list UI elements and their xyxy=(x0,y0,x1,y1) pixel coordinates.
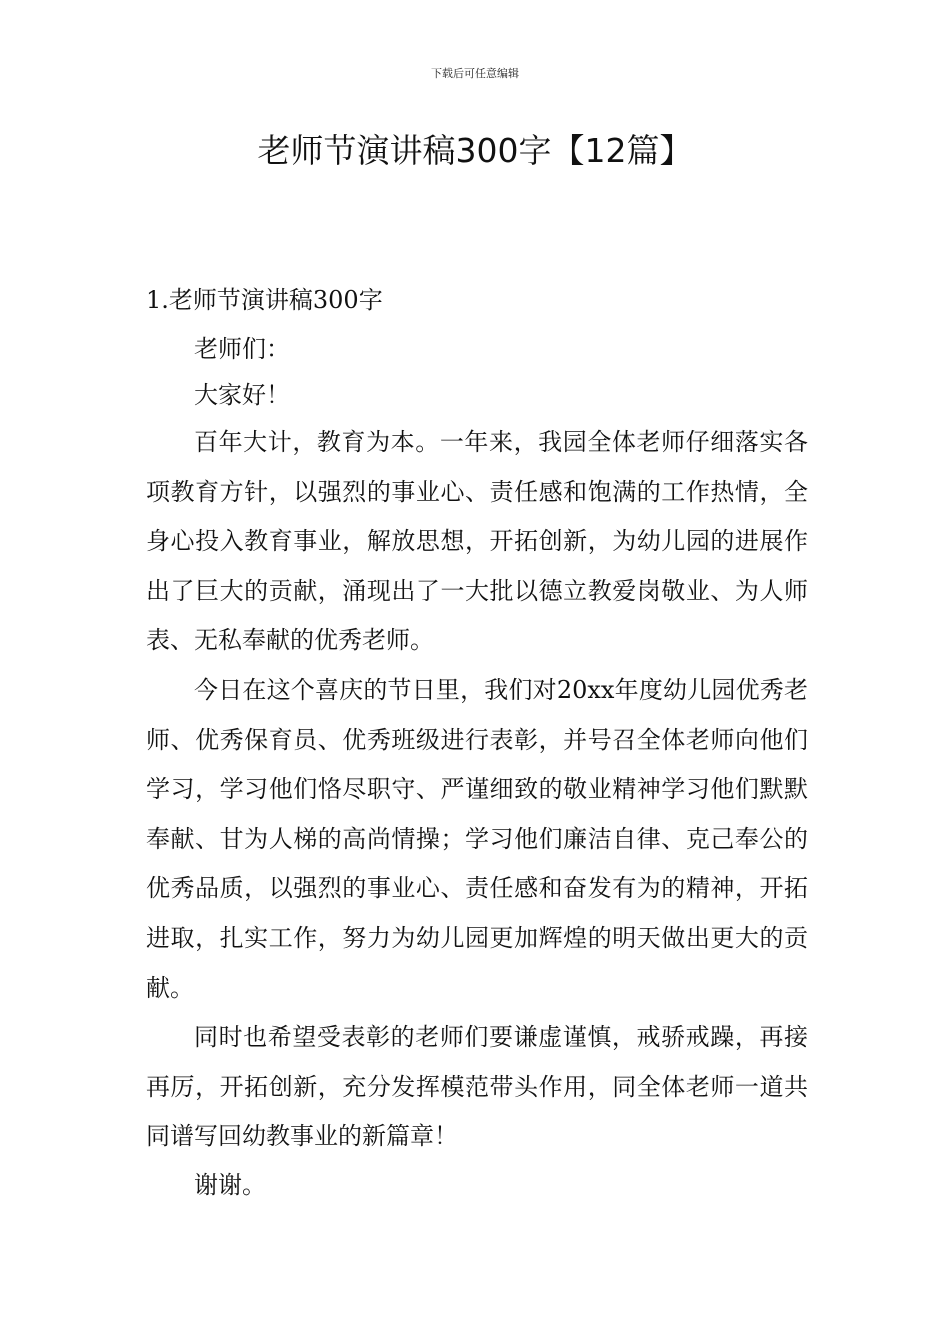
page-header-note: 下载后可任意编辑 xyxy=(431,67,519,80)
salutation-paragraph: 老师们： xyxy=(194,335,290,363)
document-body xyxy=(146,277,808,1208)
body-paragraph-3: 同时也希望受表彰的老师们要谦虚谨慎，戒骄戒躁，再接再厉，开拓创新，充分发挥模范带头作用，同全体老师一道共同谱写回幼教事业的新篇章！ xyxy=(146,1023,808,1151)
section-heading: 1.老师节演讲稿300字 xyxy=(146,286,383,314)
body-paragraph-1: 百年大计，教育为本。一年来，我园全体老师仔细落实各项教育方针，以强烈的事业心、责任感和饱满的工作热情，全身心投入教育事业，解放思想，开拓创新，为幼儿园的进展作出了巨大的贡献，涌现出了一大批以德立教爱岗敬业、为人师表、无私奉献的优秀老师。 xyxy=(146,428,808,655)
body-paragraph-2: 今日在这个喜庆的节日里，我们对20xx年度幼儿园优秀老师、优秀保育员、优秀班级进行表彰，并号召全体老师向他们学习，学习他们恪尽职守、严谨细致的敬业精神学习他们默默奉献、甘为人梯的高尚情操；学习他们廉洁自律、克己奉公的优秀品质，以强烈的事业心、责任感和奋发有为的精神，开拓进取，扎实工作，努力为幼儿园更加辉煌的明天做出更大的贡献。 xyxy=(146,675,808,1002)
greeting-paragraph: 大家好！ xyxy=(194,381,290,409)
document-title: 老师节演讲稿300字【12篇】 xyxy=(257,131,693,170)
closing-paragraph: 谢谢。 xyxy=(194,1170,266,1199)
